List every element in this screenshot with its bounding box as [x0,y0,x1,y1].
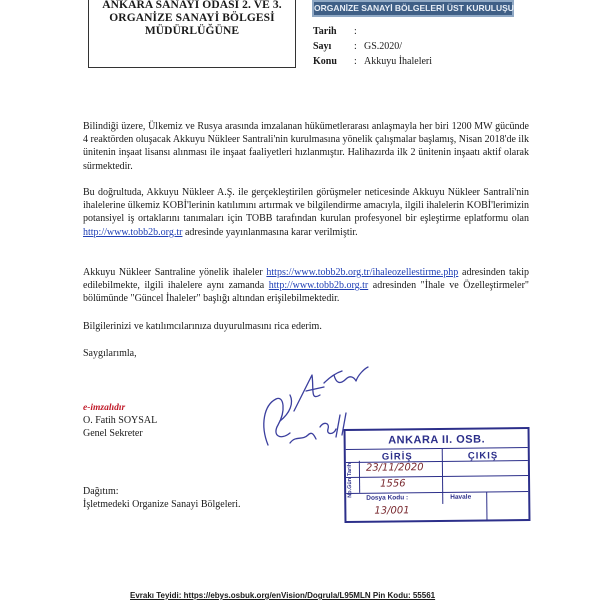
stamp-divider [346,491,528,494]
distribution-value: İşletmedeki Organize Sanayi Bölgeleri. [83,499,241,510]
stamp-exit-label: ÇIKIŞ [467,450,499,462]
colon: : [354,26,357,37]
stamp-referral-label: Havale [450,493,472,501]
paragraph-1: Bilindiği üzere, Ülkemiz ve Rusya arasında imzalanan hükümetlerarası anlaşmayla her biri 1200 MW gücünde 4 reaktörden oluşacak Akkuyu Nükleer Santrali'nin kurulmasına yönelik çalışmalar başlamış, Nisan 2018'de ilk ünitenin inşaat lisansı alınması ile inşaat faaliyetleri hızlanmıştır. Halihazırda ilk 2 ünitenin inşaatı aktif olarak sürmektedir. [83,121,529,172]
tobb2b-link[interactable]: http://www.tobb2b.org.tr [83,226,183,238]
verification-footer: Evrakı Teyidi: https://ebys.osbuk.org/enVision/Dogrula/L95MLN Pin Kodu: 55561 [130,591,436,600]
number-value: GS.2020/ [364,41,403,52]
number-label: Sayı [313,41,332,52]
addressee-line-3: MÜDÜRLÜĞÜNE [144,25,240,37]
stamp-divider [486,491,487,519]
stamp-number-side-label: No.Gün [347,477,354,498]
paragraph-2 [83,186,529,239]
document-meta [313,24,513,69]
stamp-file-code: 13/001 [374,505,410,517]
distribution-label: Dağıtım: [83,486,119,497]
addressee-line-1: ANKARA SANAYİ ODASI 2. VE 3. [102,0,282,11]
addressee-box [88,0,296,68]
paragraph-3-text-a: Akkuyu Nükleer Santraline yönelik ihaleler [83,267,267,278]
paragraph-2-text-a: Bu doğrultuda, Akkuyu Nükleer A.Ş. ile gerçekleştirilen görüşmeler neticesinde Akkuyu Nükleer Santrali'nin ihalelerine ülkemiz KOBİ'lerinin katılımını artırmak ve bilgilendirme amacıyla, ilgili ihalelerin KOBİ'lerimizin potansiyel iş ortaklarını tanımaları için TOBB tarafından kurulan profesyonel bir eşleştirme eplatformu olan [83,187,529,225]
stamp-divider [346,447,528,450]
organization-banner: ORGANİZE SANAYİ BÖLGELERİ ÜST KURULUŞU [312,0,514,17]
stamp-entry-number: 1556 [380,478,406,490]
meta-row-date [313,24,513,39]
stamp-date-side-label: Tarih [346,462,354,476]
closing-line: Saygılarımla, [83,348,137,359]
e-signed-note: e-imzalıdır [83,403,126,413]
stamp-entry-label: GİRİŞ [381,451,413,463]
meta-row-subject [313,54,513,69]
paragraph-2-text-b: adresinde yayınlanmasına karar verilmiştir. [182,226,358,238]
paragraph-3 [83,266,529,306]
stamp-entry-date: 23/11/2020 [365,462,424,474]
signer-title: Genel Sekreter [83,428,143,439]
signer-name: O. Fatih SOYSAL [83,415,158,426]
stamp-divider [346,475,528,478]
paragraph-4: Bilgilerinizi ve katılımcılarınıza duyurulmasını rica ederim. [83,321,322,332]
paragraph-3-text-b: adresinden takip edilebilmekte, ilgili ihalelere aynı zamanda [83,267,529,292]
subject-value: Akkuyu İhaleleri [364,56,433,67]
colon: : [354,41,357,52]
tobb2b-link-2[interactable]: http://www.tobb2b.org.tr [268,280,369,292]
registry-stamp [344,427,531,523]
stamp-title: ANKARA II. OSB. [388,433,486,447]
date-label: Tarih [313,26,337,37]
addressee-line-2: ORGANİZE SANAYİ BÖLGESİ [109,12,275,24]
stamp-file-code-label: Dosya Kodu : [366,494,409,502]
tender-page-link[interactable]: https://www.tobb2b.org.tr/ihaleozellestirme.php [266,267,459,278]
meta-row-number [313,39,513,54]
paragraph-3-text-c: adresinden "İhale ve Özelleştirmeler" bölümünde "Güncel İhaleler" başlığı altından erişilebilmektedir. [83,280,530,305]
subject-label: Konu [313,56,337,67]
colon: : [354,56,357,67]
